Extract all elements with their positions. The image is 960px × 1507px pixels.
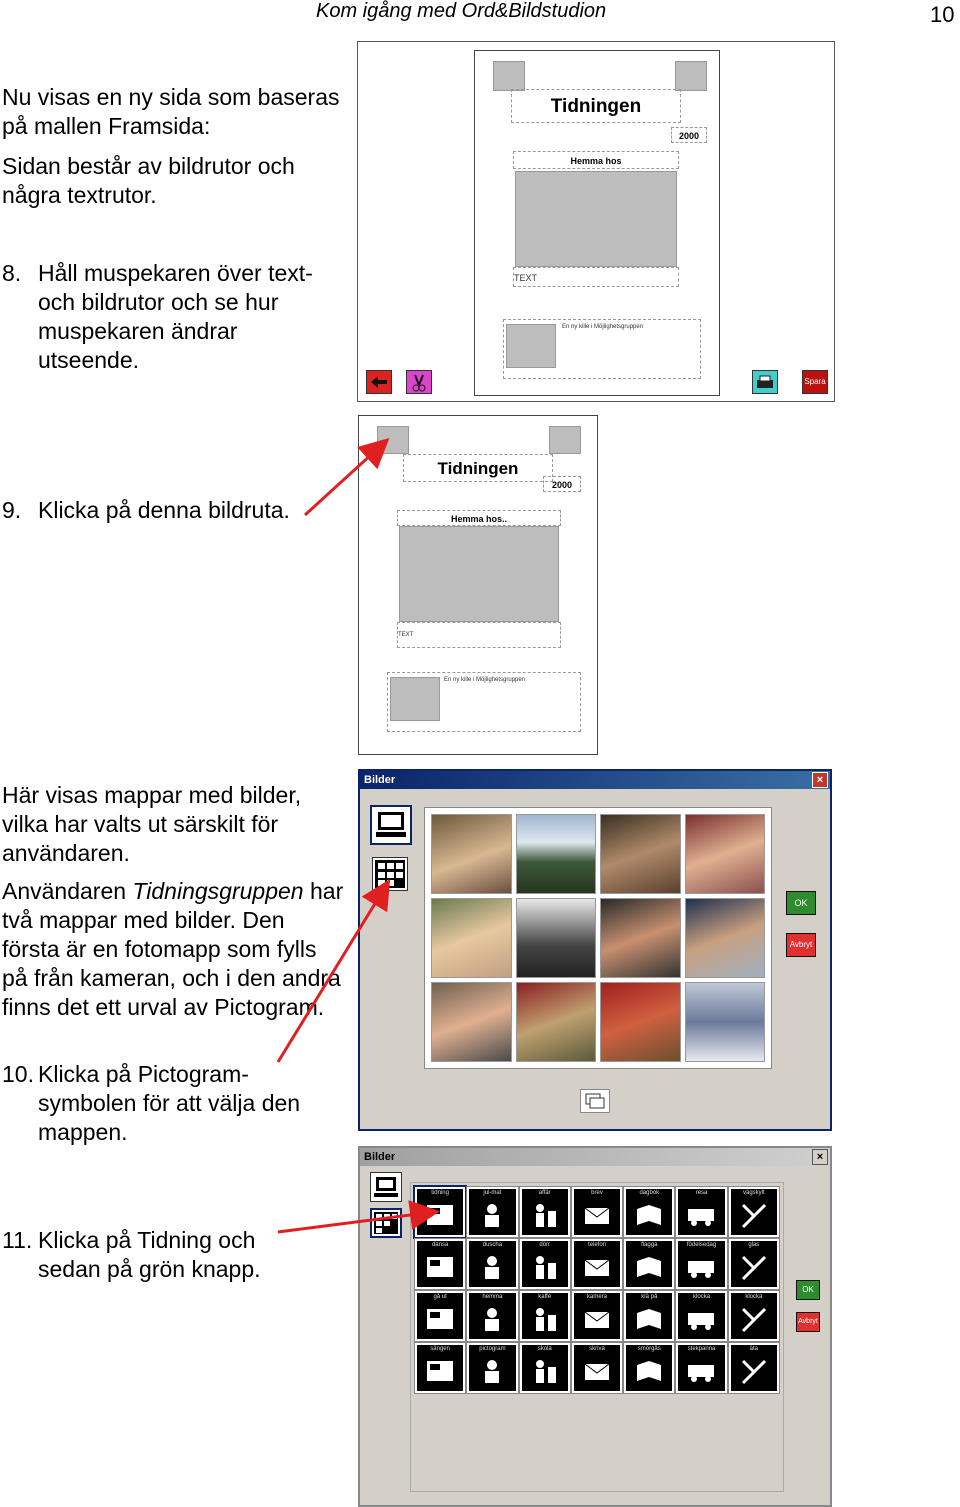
dialog-title: Bilder bbox=[364, 774, 396, 786]
step-9-text: Klicka på denna bildruta. bbox=[38, 497, 290, 523]
ok-button-2[interactable]: OK bbox=[796, 1280, 820, 1300]
step-11-number: 11. bbox=[2, 1227, 33, 1253]
pictogram-label: skola bbox=[537, 1346, 552, 1352]
folders-p2-pre: Användaren bbox=[2, 878, 133, 904]
step-8-number: 8. bbox=[2, 260, 22, 286]
user-name: Tidningsgruppen bbox=[132, 878, 304, 904]
intro-paragraph-1: Nu visas en ny sida som baseras på mallen Framsida: bbox=[2, 84, 340, 139]
headline[interactable]: Hemma hos bbox=[513, 151, 679, 169]
pictogram-label: telefon bbox=[587, 1242, 606, 1248]
pictogram-label: kaffe bbox=[538, 1294, 552, 1300]
caption-text-2[interactable]: En ny kille i Möjlighetsgruppen bbox=[444, 677, 526, 683]
pictogram-label: brev bbox=[591, 1190, 603, 1196]
pictogram-label: duscha bbox=[482, 1242, 503, 1248]
step-10-number: 10. bbox=[2, 1061, 34, 1087]
step-8-text: Håll muspekaren över text- och bildrutor och se hur muspekaren ändrar utseende. bbox=[38, 260, 313, 373]
pictogram-label: klocka bbox=[745, 1294, 763, 1300]
pictogram-label: stekpanna bbox=[687, 1346, 716, 1352]
pictogram-label: dansa bbox=[431, 1242, 449, 1248]
arrow-to-pictogram-folder bbox=[278, 884, 387, 1062]
pictogram-label: dörr bbox=[539, 1242, 551, 1248]
newspaper-year-2[interactable]: 2000 bbox=[543, 476, 581, 492]
close-icon[interactable]: × bbox=[812, 772, 828, 788]
arrow-to-image-box bbox=[305, 442, 385, 515]
dialog-title-2: Bilder bbox=[364, 1151, 396, 1163]
pictogram-label: glas bbox=[748, 1242, 760, 1248]
pictogram-label: vägskylt bbox=[743, 1190, 765, 1196]
close-icon[interactable]: × bbox=[812, 1149, 828, 1165]
intro-paragraph-2: Sidan består av bildrutor och några textrutor. bbox=[2, 153, 295, 208]
pictogram-label: kamera bbox=[586, 1294, 607, 1300]
pictogram-label: sängen bbox=[430, 1346, 450, 1352]
step-11-text: Klicka på Tidning och sedan på grön knapp. bbox=[38, 1227, 261, 1282]
pictogram-label: skriva bbox=[589, 1346, 605, 1352]
pictogram-label: födelsedag bbox=[686, 1242, 717, 1248]
pictogram-label: klä på bbox=[641, 1294, 658, 1300]
folders-p2-post: har två mappar med bilder. Den första är en fotomapp som fylls på från kameran, och i den andra finns det ett urval av Pictogram. bbox=[2, 878, 344, 1020]
pictogram-label: hemma bbox=[482, 1294, 503, 1300]
pictogram-label: smörgås bbox=[637, 1346, 661, 1352]
save-button[interactable]: Spara bbox=[802, 370, 828, 394]
arrow-to-tidning bbox=[278, 1212, 434, 1232]
step-10-text: Klicka på Pictogram-symbolen för att välja den mappen. bbox=[38, 1061, 301, 1145]
page-number: 10 bbox=[930, 2, 955, 27]
pictogram-label: jul-mat bbox=[483, 1190, 502, 1196]
pictogram-label: gå ut bbox=[433, 1294, 447, 1300]
text-box-label-2: TEXT bbox=[398, 632, 414, 638]
text-box-label: TEXT bbox=[514, 273, 538, 283]
pictogram-label: klocka bbox=[693, 1294, 711, 1300]
pictogram-label: pictogram bbox=[479, 1346, 506, 1352]
folders-paragraph-1: Här visas mappar med bilder, vilka har valts ut särskilt för användaren. bbox=[2, 782, 302, 866]
ok-button[interactable]: OK bbox=[786, 891, 816, 915]
pictogram-label: flagga bbox=[641, 1242, 658, 1248]
cancel-button[interactable]: Avbryt bbox=[786, 933, 816, 957]
step-9-number: 9. bbox=[2, 497, 22, 523]
headline-2[interactable]: Hemma hos.. bbox=[397, 510, 561, 526]
cancel-button-2[interactable]: Avbryt bbox=[796, 1312, 820, 1332]
pictogram-label: affär bbox=[538, 1190, 551, 1196]
pictogram-label: dagbok bbox=[639, 1190, 660, 1196]
running-header-title: Kom igång med Ord&Bildstudion bbox=[316, 0, 607, 22]
pictogram-label: äta bbox=[749, 1346, 759, 1352]
caption-text[interactable]: En ny kille i Möjlighetsgruppen bbox=[562, 324, 644, 330]
newspaper-year[interactable]: 2000 bbox=[671, 127, 707, 143]
newspaper-title-2[interactable]: Tidningen bbox=[403, 454, 553, 482]
pictogram-label: resa bbox=[695, 1190, 708, 1196]
pictogram-label: tidning bbox=[431, 1190, 449, 1196]
newspaper-title[interactable]: Tidningen bbox=[511, 89, 681, 123]
